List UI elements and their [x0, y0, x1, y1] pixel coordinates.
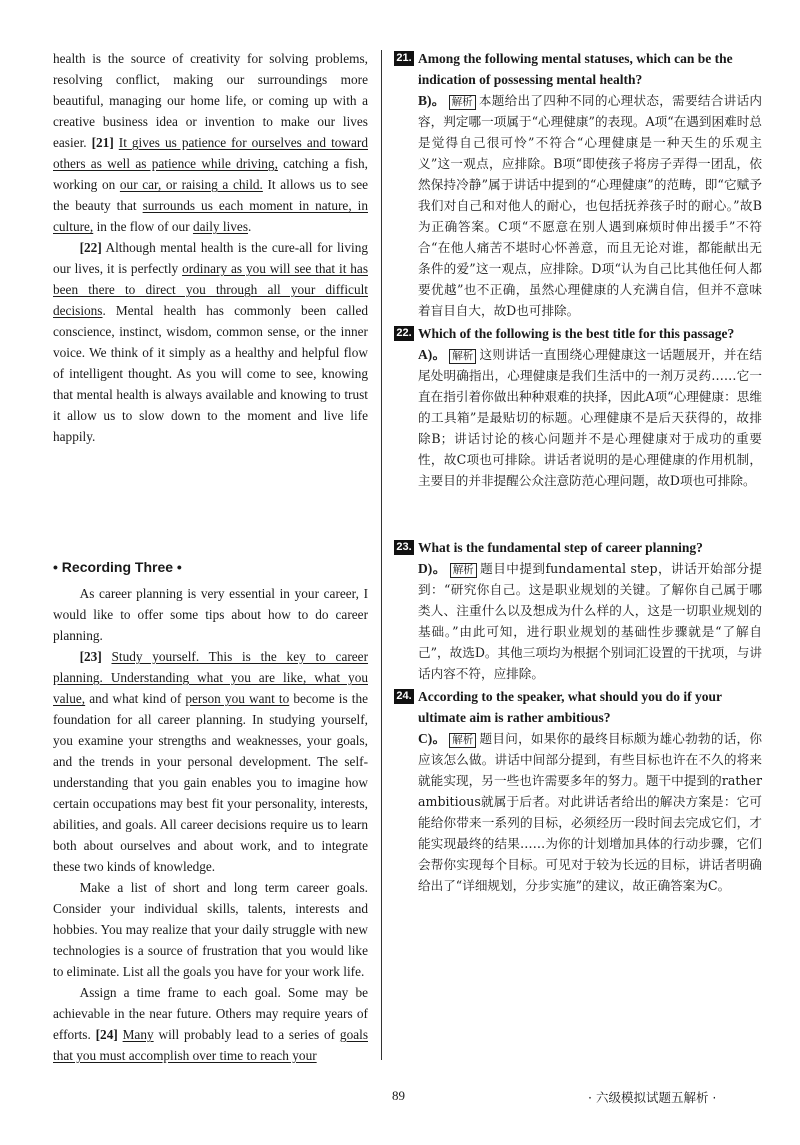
answer-letter: B)。 [418, 93, 446, 108]
answer-letter: D)。 [418, 561, 447, 576]
text: health is the source of creativity for solving problems, resolving conflict, making our surroundings more beautiful, managing our home life, or coming up with a creative business idea or invention to make our lives easier. [53, 51, 368, 150]
underlined-text: surrounds us each moment in nature, in culture, [53, 198, 368, 234]
underlined-text: daily lives [192, 219, 248, 234]
text: Assign a time frame to each goal. Some may be achievable in the near future. Others may require years of efforts. [53, 985, 368, 1042]
question-text: Which of the following is the best title for this passage? [418, 326, 735, 341]
answer-letter: A)。 [418, 347, 447, 362]
analysis-tag: 解析 [449, 349, 476, 364]
text: in the flow of our [93, 219, 193, 234]
text: . Mental health has commonly been called conscience, instinct, wisdom, common sense, or the inner voice. We think of it simply as a healthy and helpful flow of intelligent thought. As you will come to see, knowing that mental health is always available and knowing to trust it allow us to slow down to the moment and live life happily. [53, 303, 368, 444]
question-number: 21. [394, 51, 414, 66]
text: and what kind of [85, 691, 186, 706]
question-marker-21: [21] [91, 135, 114, 150]
underlined-text: our car, or raising a child. [119, 177, 263, 192]
question-text: Among the following mental statuses, which can be the indication of possessing mental health? [418, 51, 733, 87]
left-column [53, 48, 368, 1066]
text: It allows us to see the beauty that [53, 177, 369, 213]
question-marker-22: [22] [79, 240, 102, 255]
underlined-text: Study yourself. This is the key to career planning. Understanding what you are like, what you value, [53, 649, 369, 706]
explanation-text: 这则讲话一直围绕心理健康这一话题展开，并在结尾处明确指出，心理健康是我们生活中的一剂万灵药……它一直在指引着你做出种种艰难的抉择，因此A项“心理健康：思维的工具箱”是最贴切的标题。心理健康不是后天获得的，故排除B；讲话讨论的核心问题并不是心理健康对于成功的重要性，故C项也可排除。讲话者说明的是心理健康的作用机制，主要目的并非提醒公众注意防范心理问题，故D项也可排除。 [418, 347, 762, 488]
answer-explanation [394, 728, 762, 896]
paragraph-cure-all [53, 237, 368, 447]
question-24 [394, 686, 762, 896]
paragraph-career-intro: As career planning is very essential in your career, I would like to offer some tips about how to do career planning. [53, 586, 368, 643]
underlined-text: ordinary as you will see that it has been there to direct you through all your difficult decisions [53, 261, 368, 318]
underlined-text: Many [122, 1027, 154, 1042]
text: catching a fish, working on [53, 156, 368, 192]
text: will probably lead to a series of [153, 1027, 340, 1042]
question-21 [394, 48, 762, 321]
text: become is the foundation for all career planning. In studying yourself, you examine your strengths and weaknesses, your goals, and the trends in your personal development. The self-understanding that you gain enables you to imagine how certain occupations may best fit your personality, interests, abilities, and goals. All career decisions require us to learn both about ourselves and about work, and to integrate these two kinds of knowledge. [53, 691, 368, 874]
paragraph-mental-health-creativity [53, 48, 368, 237]
page-number: 89 [392, 1088, 405, 1103]
question-22 [394, 323, 762, 491]
explanation-text: 题目问，如果你的最终目标颇为雄心勃勃的话，你应该怎么做。讲话中间部分提到，有些目标也许在不久的将来就能实现，另一些也许需要多年的努力。题干中提到的rather ambitious就属于后者。对此讲话者给出的解决方案是：它可能给你带来一系列的目标，必须经历一段时间去完成它们，才能实现最终的结果……为你的计划增加具体的行动步骤，它们会帮你实现每个目标。可见对于较为长远的目标，讲话者明确给出了“详细规划，分步实施”的建议，故正确答案为C。 [418, 731, 762, 893]
paragraph-time-frame [53, 982, 368, 1066]
question-23 [394, 537, 762, 684]
running-title: · 六级模拟试题五解析 · [588, 1090, 717, 1105]
text: . [248, 219, 252, 234]
section-title-recording-three: • Recording Three • [53, 559, 182, 575]
answer-explanation [394, 558, 762, 684]
analysis-tag: 解析 [449, 733, 476, 748]
right-column [394, 48, 762, 898]
question-text: According to the speaker, what should you do if your ultimate aim is rather ambitious? [418, 689, 722, 725]
explanation-text: 本题给出了四种不同的心理状态，需要结合讲话内容，判定哪一项属于“心理健康”的表现。A项“在遇到困难时总是觉得自己很可怜”不符合“心理健康是一种天生的乐观主义”这一观点，应排除。B项“即使孩子将房子弄得一团乱，依然保持冷静”属于讲话中提到的“心理健康”的范畴，即“它赋予我们对自己和对他人的耐心，也包括抚养孩子时的耐心。”故B为正确答案。C项“不愿意在别人遇到麻烦时伸出援手”不符合“在他人痛苦不堪时心怀善意，而且无论对谁，都能献出无条件的爱”这一观点，应排除。D项“认为自己比其他任何人都要优越”也不正确，虽然心理健康的人充满自信，但并不意味着盲目自大，故D也可排除。 [418, 93, 762, 318]
analysis-tag: 解析 [450, 563, 477, 578]
paragraph-career-goals: Make a list of short and long term career goals. Consider your individual skills, talents, interests and hobbies. You may realize that your daily struggle with new technologies is a source of frustration that you would like to eliminate. List all the goals you have for your work life. [53, 880, 368, 979]
underlined-text: person you want to [185, 691, 290, 706]
paragraph-study-yourself [53, 646, 368, 877]
column-divider [381, 50, 382, 1060]
analysis-tag: 解析 [449, 95, 476, 110]
question-marker-23: [23] [79, 649, 102, 664]
question-text: What is the fundamental step of career planning? [418, 540, 703, 555]
question-number: 23. [394, 540, 414, 555]
answer-letter: C)。 [418, 731, 447, 746]
answer-explanation [394, 90, 762, 321]
question-marker-24: [24] [95, 1027, 118, 1042]
question-number: 24. [394, 689, 414, 704]
question-number: 22. [394, 326, 414, 341]
underlined-text: It gives us patience for ourselves and toward others as well as patience while driving, [53, 135, 368, 171]
text: Although mental health is the cure-all for living our lives, it is perfectly [53, 240, 368, 276]
explanation-text: 题目中提到fundamental step，讲话开始部分提到：“研究你自己。这是职业规划的关键。了解你自己属于哪类人、注重什么以及想成为什么样的人，这是一切职业规划的基础。”由此可知，进行职业规划的基础性步骤就是“了解自己”，故选D。其他三项均为根据个别词汇设置的干扰项，与讲话内容不符，应排除。 [418, 561, 762, 681]
underlined-text: goals that you must accomplish over time to reach your [53, 1027, 368, 1063]
answer-explanation [394, 344, 762, 491]
